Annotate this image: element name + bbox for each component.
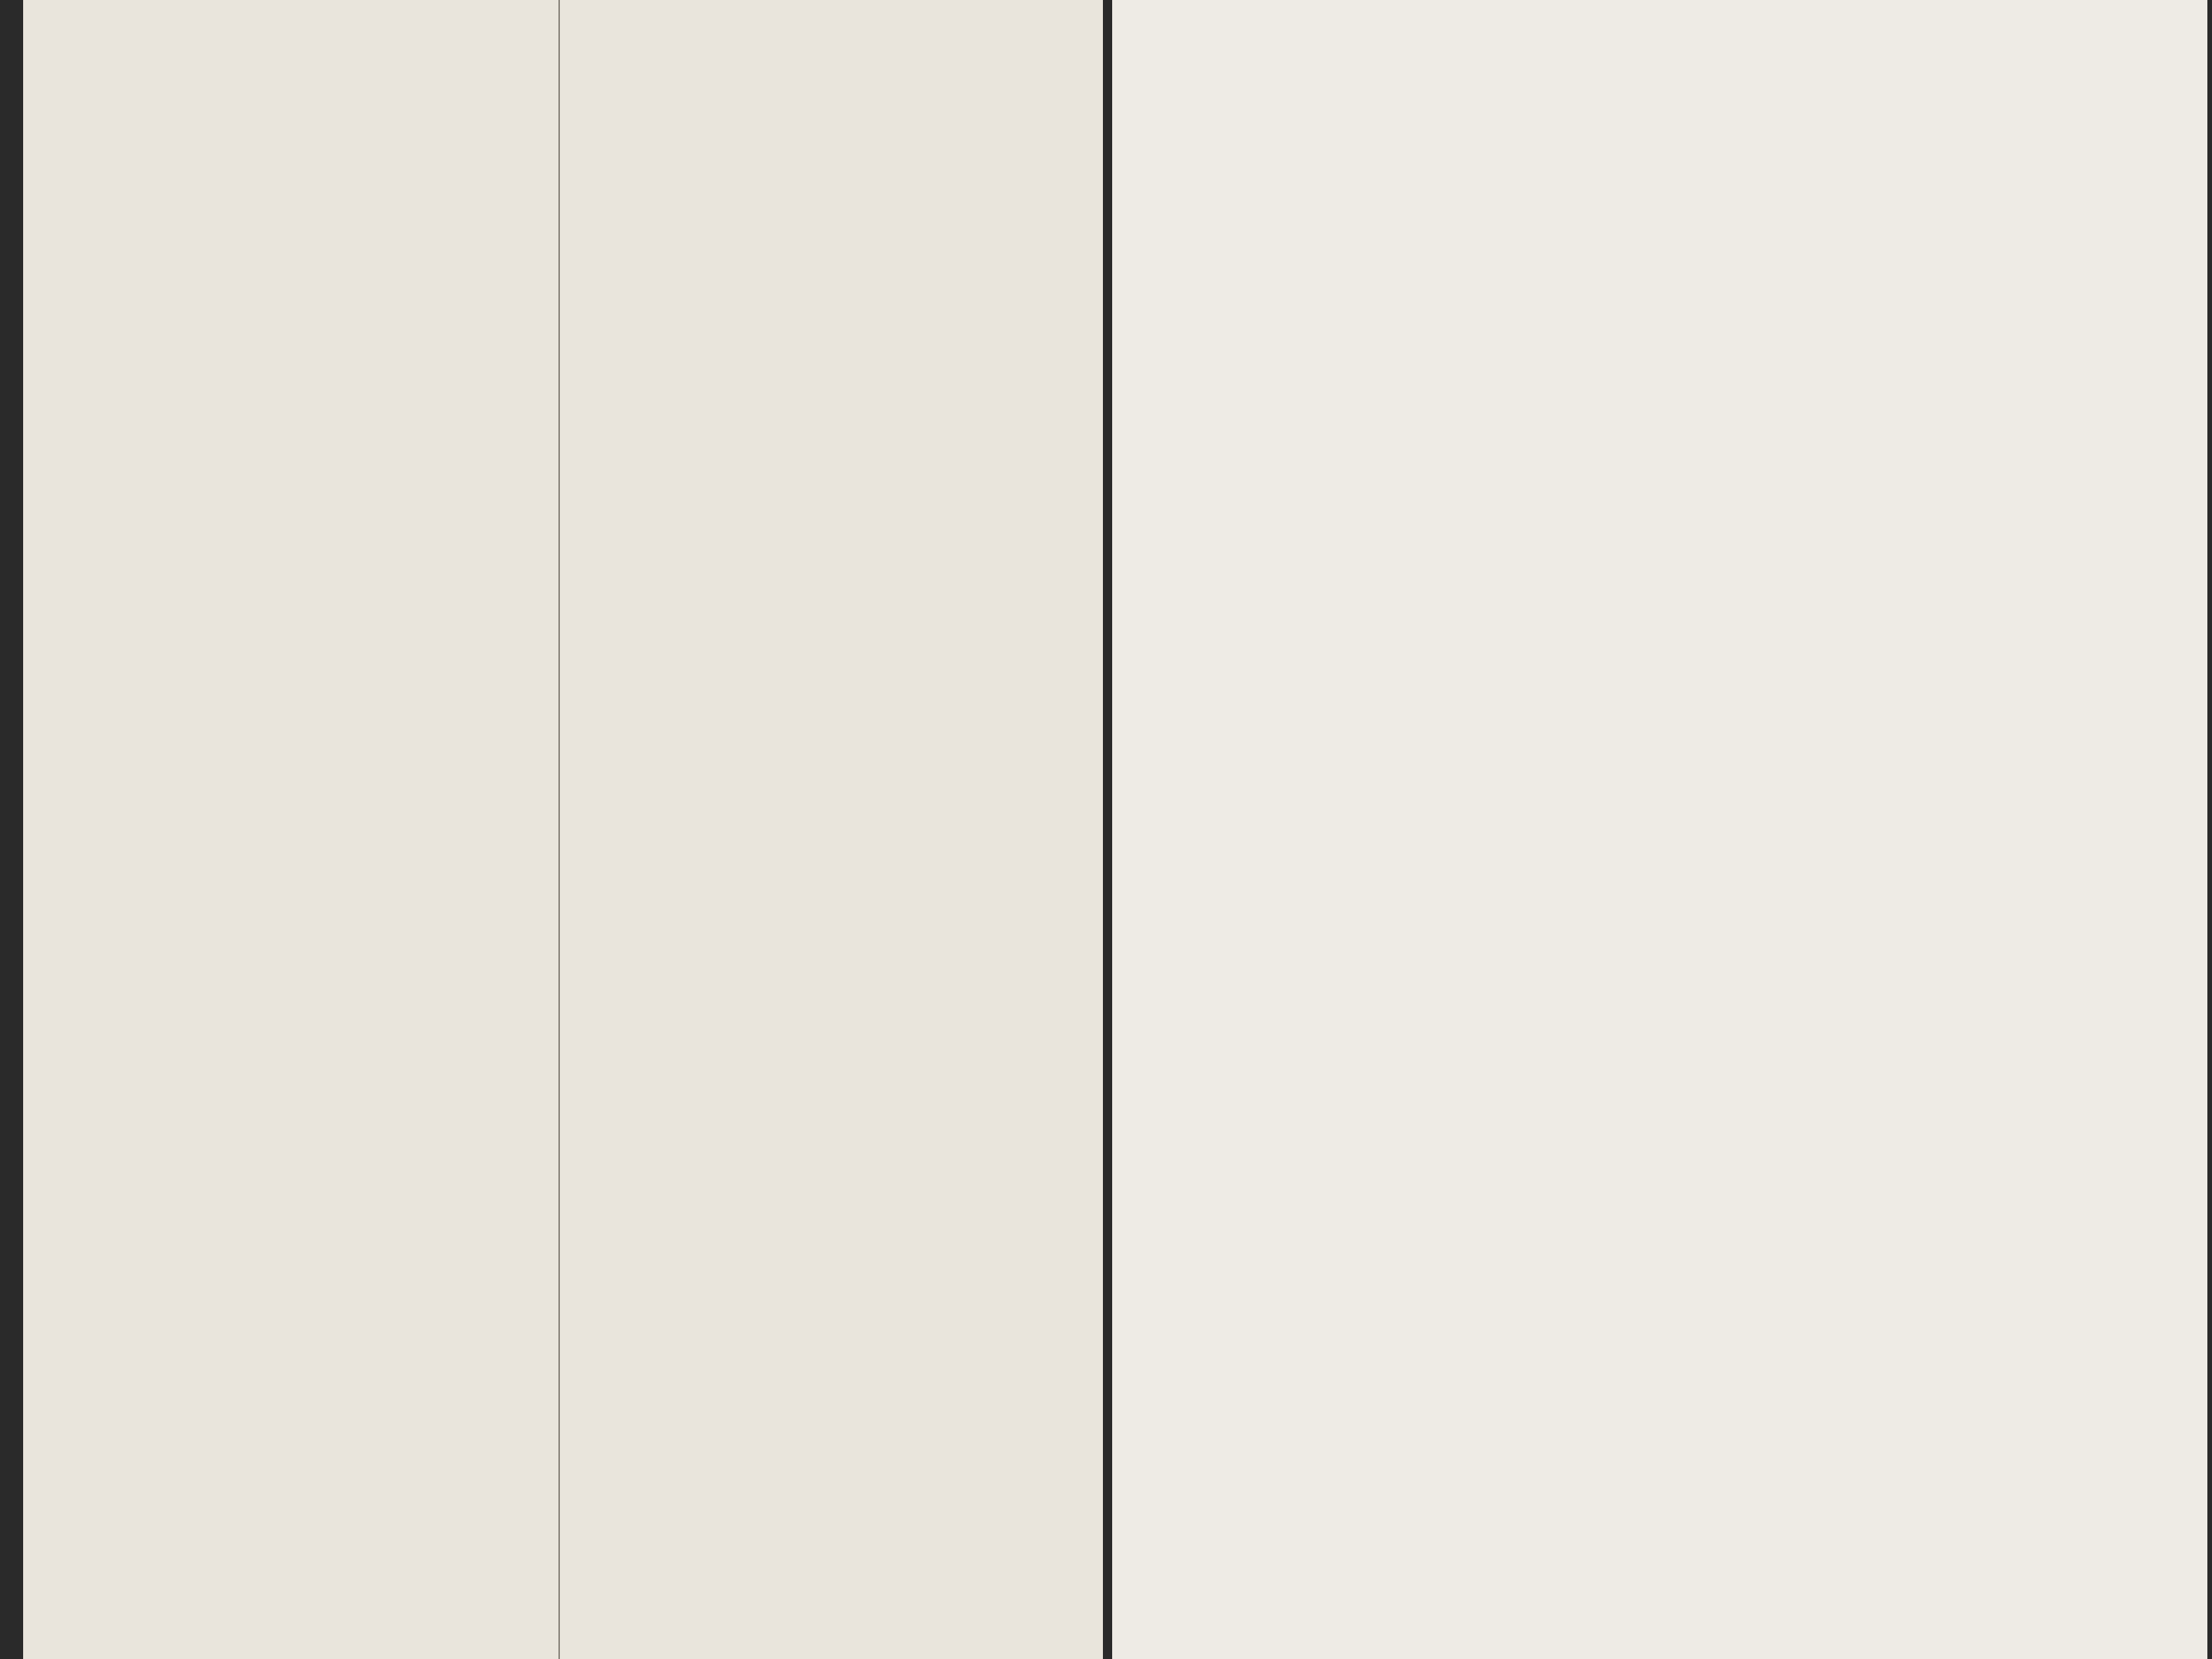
census-form-table xyxy=(1112,0,2207,1659)
column-divider xyxy=(558,0,560,1659)
instructions-column-2 xyxy=(563,0,1103,1659)
instructions-page xyxy=(23,0,1103,1659)
census-form-page xyxy=(1112,0,2207,1659)
instructions-column-1 xyxy=(23,0,555,1659)
